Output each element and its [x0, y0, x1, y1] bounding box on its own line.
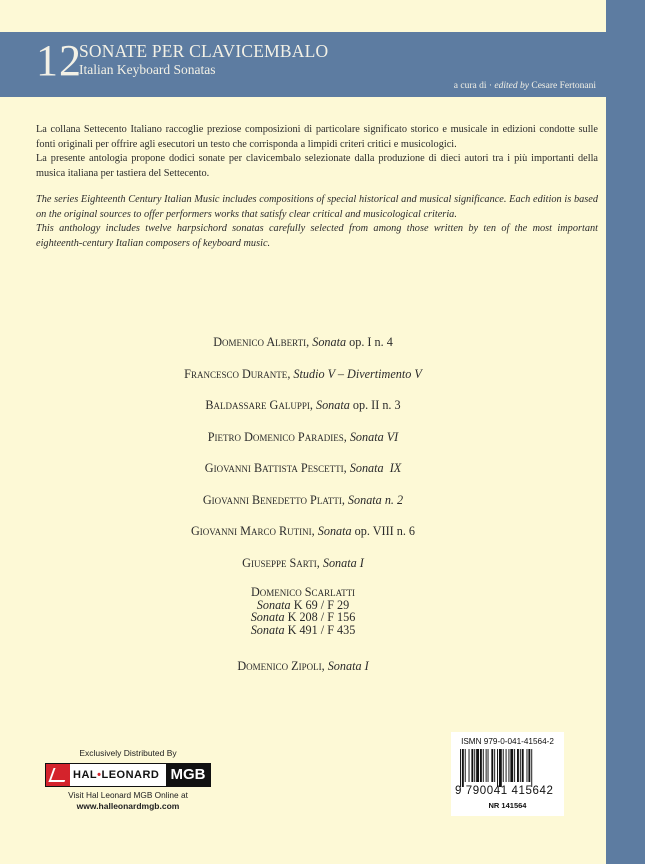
separator: , — [343, 461, 350, 475]
work-entry — [0, 555, 606, 571]
composer-name: Domenico Scarlatti — [250, 585, 356, 599]
composer-name: Pietro Domenico Paradies — [207, 429, 344, 444]
composer-name: Giuseppe Sarti — [242, 555, 317, 570]
series-header-band — [0, 32, 606, 97]
barcode-bar — [514, 749, 515, 782]
barcode-box — [451, 732, 564, 816]
barcode-bar — [508, 749, 509, 782]
barcode-bar — [474, 749, 475, 782]
work-entry — [0, 429, 606, 445]
barcode-bar — [510, 749, 513, 782]
intro-text — [36, 123, 598, 251]
barcode-bar — [465, 749, 466, 782]
separator: , — [306, 335, 313, 349]
ismn-number: ISMN 979-0-041-41564-2 — [461, 737, 554, 746]
work-title: Sonata I — [322, 555, 364, 570]
hal-leonard-logo-icon — [46, 764, 70, 786]
work-title: Sonata VI — [349, 429, 399, 444]
work-entry-scarlatti — [0, 586, 606, 636]
composer-name: Giovanni Benedetto Platti — [202, 492, 342, 507]
right-color-strip — [606, 0, 645, 864]
logo-hal: HAL — [73, 769, 98, 781]
separator: , — [341, 492, 348, 507]
work-title: Sonata — [250, 622, 285, 637]
hal-leonard-mgb-logo — [45, 763, 211, 787]
logo-wordmark — [70, 764, 166, 786]
work-title: Sonata — [312, 335, 347, 349]
barcode-bar — [522, 749, 524, 782]
composer-name: Domenico Zipoli — [237, 659, 322, 673]
barcode-digits: 9 790041 415642 — [455, 785, 554, 797]
editor-credit — [454, 80, 596, 92]
barcode-bars — [458, 749, 558, 787]
barcode-bar — [497, 749, 498, 787]
separator: , — [321, 659, 328, 673]
barcode-bar — [527, 749, 528, 782]
barcode-bar — [494, 749, 495, 782]
work-entry — [0, 460, 606, 476]
work-detail: op. II n. 3 — [349, 398, 401, 412]
work-title: Studio V – Divertimento V — [293, 366, 422, 381]
logo-leonard: LEONARD — [101, 769, 160, 781]
contents-list — [0, 334, 606, 690]
barcode-bar — [499, 749, 502, 787]
barcode-bar — [480, 749, 482, 782]
series-subtitle: Italian Keyboard Sonatas — [79, 62, 216, 77]
intro-english-p1: The series Eighteenth Century Italian Music includes compositions of special historical and musical significance. Each edition is based on the original sources to offer performers works that satisfy clear critical and musicological criteria. — [36, 194, 598, 220]
distributed-by-label: Exclusively Distributed By — [79, 748, 177, 758]
work-entry — [0, 523, 606, 539]
logo-mgb: MGB — [166, 764, 210, 786]
composer-name: Domenico Alberti — [213, 335, 307, 349]
barcode-bar — [476, 749, 479, 782]
catalog-number: NR 141564 — [488, 801, 527, 810]
barcode-bar — [488, 749, 489, 782]
separator: , — [287, 366, 294, 381]
work-title: Sonata n. 2 — [347, 492, 404, 507]
work-title: Sonata — [315, 398, 350, 412]
separator: , — [316, 555, 323, 570]
barcode-bar — [462, 749, 464, 787]
work-detail: K 69 / F 29 — [290, 597, 350, 612]
work-entry — [0, 366, 606, 382]
barcode-bar — [528, 749, 530, 782]
barcode-bar — [503, 749, 504, 782]
composer-name: Giovanni Battista Pescetti — [204, 461, 344, 475]
composer-name: Francesco Durante — [184, 366, 288, 381]
composer-name: Giovanni Marco Rutini — [190, 524, 312, 538]
scarlatti-sonata — [0, 624, 606, 637]
barcode-bar — [520, 749, 521, 782]
barcode-bar — [486, 749, 487, 782]
editor-italic: edited by — [494, 81, 529, 91]
work-detail: K 491 / F 435 — [284, 622, 356, 637]
distributor-url[interactable]: www.halleonardmgb.com — [76, 801, 180, 811]
editor-prefix: a cura di · — [453, 81, 495, 91]
distributor-block — [45, 748, 211, 812]
work-detail: op. VIII n. 6 — [351, 524, 416, 538]
work-entry — [0, 334, 606, 350]
barcode-bar — [460, 749, 461, 787]
barcode-bar — [471, 749, 473, 782]
work-detail: K 208 / F 156 — [284, 610, 356, 624]
work-title: Sonata I — [327, 659, 369, 673]
work-title: Sonata IX — [349, 461, 402, 475]
barcode-bar — [491, 749, 493, 782]
work-title: Sonata — [250, 610, 285, 624]
work-title: Sonata — [256, 597, 291, 612]
work-title: Sonata — [317, 524, 352, 538]
barcode-bar — [469, 749, 470, 782]
barcode-bar — [531, 749, 532, 787]
visit-online-label: Visit Hal Leonard MGB Online at — [68, 790, 188, 800]
intro-italian-p2: La presente antologia propone dodici sonate per clavicembalo selezionate dalla produzione di dieci autori tra i più importanti della musica italiana per tastiera del Settecento. — [36, 153, 598, 179]
work-entry — [0, 492, 606, 508]
separator: , — [309, 398, 316, 412]
intro-italian-p1: La collana Settecento Italiano raccoglie preziose composizioni di particolare significato storico e musicale in edizioni condotte sulle fonti originali per offrire agli esecutori un testo che corrisponda a limpidi criteri critici e musicologici. — [36, 124, 598, 150]
barcode-bar — [517, 749, 519, 782]
logo-dot: • — [97, 769, 102, 781]
barcode-bar — [506, 749, 507, 782]
work-detail: op. I n. 4 — [346, 335, 393, 349]
series-title: SONATE PER CLAVICEMBALO — [79, 41, 329, 61]
volume-number: 12 — [36, 36, 82, 85]
composer-name: Baldassare Galuppi — [205, 398, 310, 412]
editor-name: Cesare Fertonani — [528, 81, 596, 91]
separator: , — [311, 524, 318, 538]
work-entry — [0, 658, 606, 674]
barcode-bar — [483, 749, 484, 782]
intro-english-p2: This anthology includes twelve harpsichord sonatas carefully selected from among those written by ten of the most important eighteenth-century Italian composers of keyboard music. — [36, 223, 598, 249]
work-entry — [0, 397, 606, 413]
separator: , — [343, 429, 350, 444]
